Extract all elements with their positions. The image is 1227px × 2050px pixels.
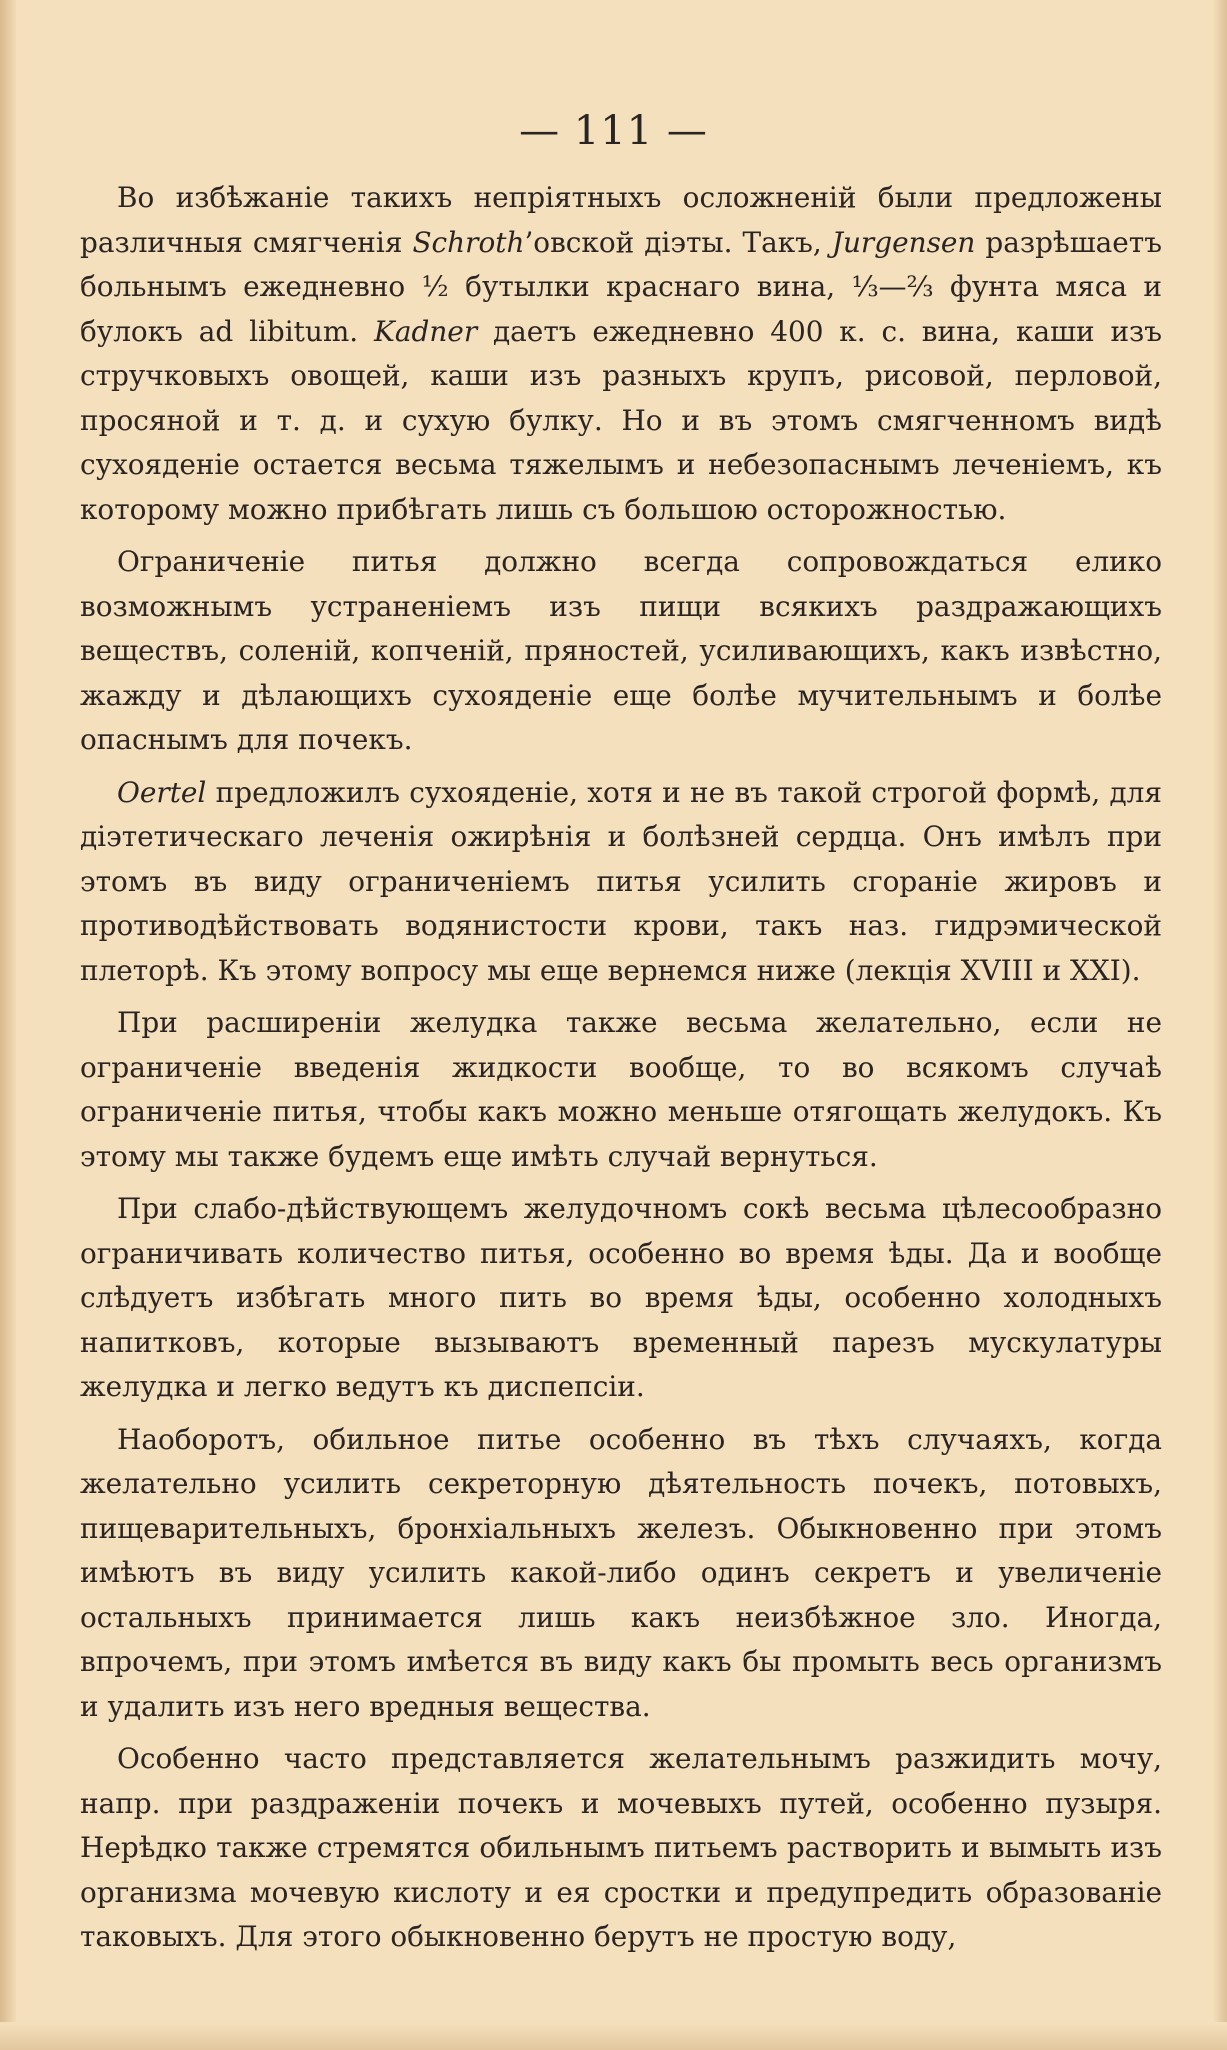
paragraph: [80, 1187, 1162, 1410]
page-number-header: — 111 —: [519, 108, 708, 154]
text-run: Ограниченіе питья должно всегда сопровождаться елико возможнымъ устраненіемъ изъ пищи всякихъ раздражающихъ веществъ, соленій, копченій, пряностей, усиливающихъ, какъ извѣстно, жажду и дѣлающихъ сухояденіе еще болѣе мучительнымъ и болѣе опаснымъ для почекъ.: [80, 545, 1162, 756]
text-run: ’овской діэты. Такъ,: [524, 225, 832, 259]
author-name-oertel: Oertel: [117, 775, 207, 809]
page-edge-bottom: [0, 2022, 1227, 2050]
text-run: При слабо-дѣйствующемъ желудочномъ сокѣ весьма цѣлесообразно ограничивать количество питья, особенно во время ѣды. Да и вообще слѣдуетъ избѣгать много пить во время ѣды, особенно холодныхъ напитковъ, которые вызываютъ временный парезъ мускулатуры желудка и легко ведутъ къ диспепсіи.: [80, 1192, 1162, 1403]
paragraph: [80, 771, 1162, 994]
page-edge-left: [0, 0, 16, 2050]
text-run: Особенно часто представляется желательнымъ разжидить мочу, напр. при раздраженіи почекъ и мочевыхъ путей, особенно пузыря. Нерѣдко также стремятся обильнымъ питьемъ растворить и вымыть изъ организма мочевую кислоту и ея сростки и предупредить образованіе таковыхъ. Для этого обыкновенно берутъ не простую воду,: [80, 1742, 1162, 1953]
author-name-kadner: Kadner: [374, 314, 478, 348]
paragraph: [80, 540, 1162, 763]
text-run: Наоборотъ, обильное питье особенно въ тѣхъ случаяхъ, когда желательно усилить секреторную дѣятельность почекъ, потовыхъ, пищеварительныхъ, бронхіальныхъ железъ. Обыкновенно при этомъ имѣютъ въ виду усилить какой-либо одинъ секретъ и увеличеніе остальныхъ принимается лишь какъ неизбѣжное зло. Иногда, впрочемъ, при этомъ имѣется въ виду какъ бы промыть весь организмъ и удалить изъ него вредныя вещества.: [80, 1422, 1162, 1723]
paragraph: [80, 1418, 1162, 1730]
paragraph: [80, 176, 1162, 532]
body-text: [80, 176, 1162, 1968]
author-name-jurgensen: Jurgensen: [831, 225, 976, 259]
author-name-schroth: Schroth: [412, 225, 525, 259]
page-edge-right: [1213, 0, 1227, 2050]
paragraph: [80, 1737, 1162, 1960]
text-run: предложилъ сухояденіе, хотя и не въ такой строгой формѣ, для діэтетическаго леченія ожирѣнія и болѣзней сердца. Онъ имѣлъ при этомъ въ виду ограниченіемъ питья усилить сгораніе жировъ и противодѣйствовать водянистости крови, такъ наз. гидрэмической плеторѣ. Къ этому вопросу мы еще вернемся ниже (лекція XVIII и XXI).: [80, 775, 1162, 987]
text-run: разрѣшаетъ больнымъ ежедневно ½ бутылки краснаго вина, ⅓—⅔ фунта мяса и булокъ ad libitum.: [80, 225, 1162, 348]
text-run: Во избѣжаніе такихъ непріятныхъ осложненій были предложены различныя смягченія: [80, 181, 1162, 259]
text-run: даетъ ежедневно 400 к. с. вина, каши изъ стручковыхъ овощей, каши изъ разныхъ крупъ, рисовой, перловой, просяной и т. д. и сухую булку. Но и въ этомъ смягченномъ видѣ сухояденіе остается весьма тяжелымъ и небезопаснымъ леченіемъ, къ которому можно прибѣгать лишь съ большою осторожностью.: [80, 314, 1162, 526]
text-run: При расширеніи желудка также весьма желательно, если не ограниченіе введенія жидкости вообще, то во всякомъ случаѣ ограниченіе питья, чтобы какъ можно меньше отягощать желудокъ. Къ этому мы также будемъ еще имѣть случай вернуться.: [80, 1006, 1162, 1173]
paragraph: [80, 1001, 1162, 1179]
